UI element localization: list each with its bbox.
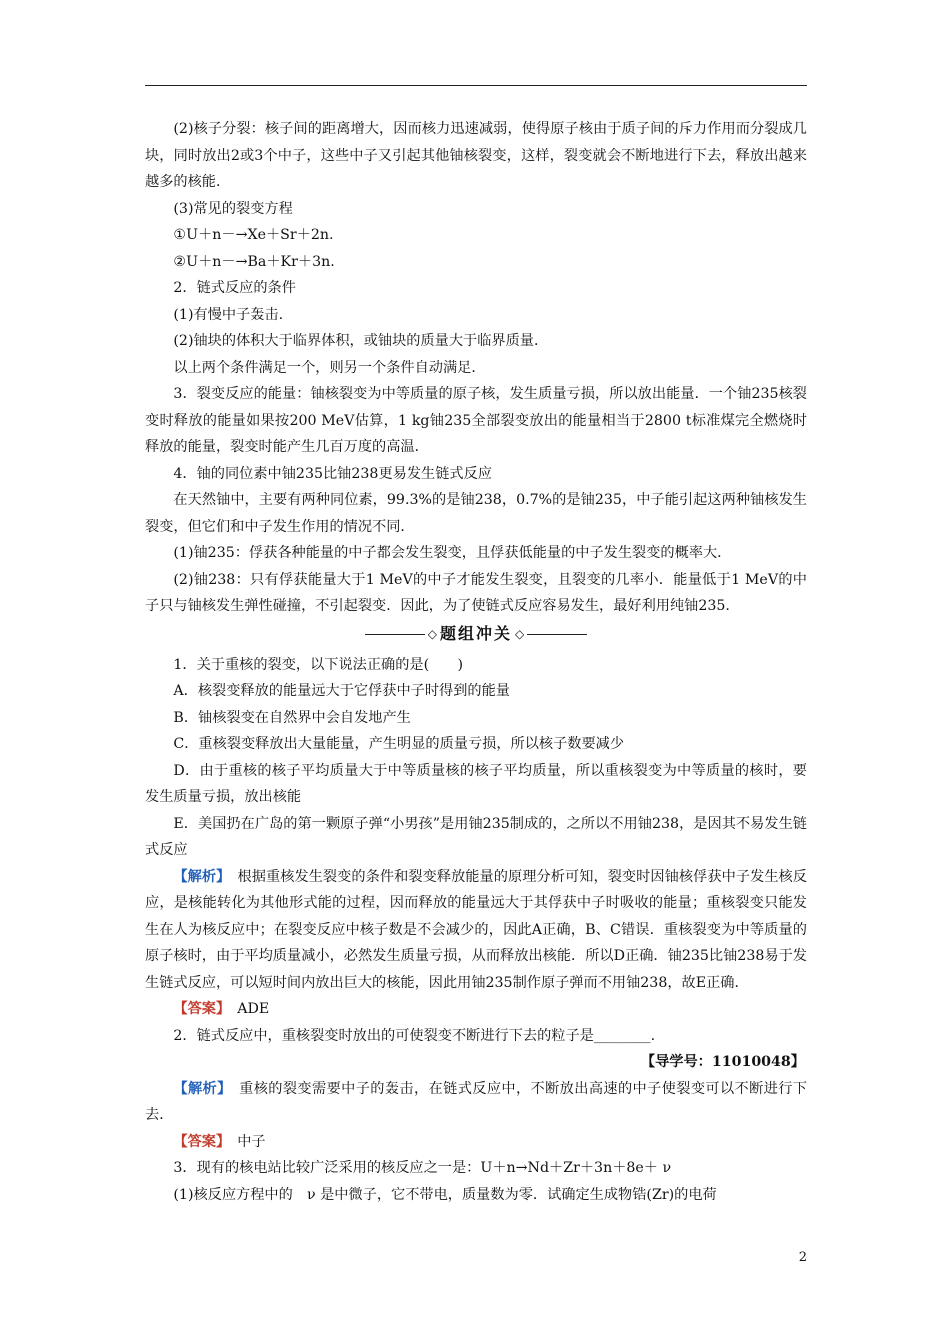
paragraph: 在天然铀中，主要有两种同位素，99.3%的是铀238，0.7%的是铀235，中子能引起这两种铀核发生裂变，但它们和中子发生作用的情况不同． (145, 492, 807, 535)
answer-paragraph (145, 996, 807, 1023)
question-part: (1)核反应方程中的 ν 是中微子，它不带电，质量数为零．试确定生成物锆(Zr)的电荷 (173, 1186, 717, 1203)
diamond-icon: ◇ (427, 627, 437, 642)
paragraph: ②U＋n－→Ba＋Kr＋3n. (173, 253, 335, 270)
answer-tag: 【答案】 (173, 1133, 224, 1150)
paragraph: (2)核子分裂：核子间的距离增大，因而核力迅速减弱，使得原子核由于质子间的斥力作用而分裂成几块，同时放出2或3个中子，这些中子又引起其他铀核裂变，这样，裂变就会不断地进行下去，释放出越来越多的核能． (145, 121, 807, 190)
diamond-icon: ◇ (515, 627, 525, 642)
paragraph: 以上两个条件满足一个，则另一个条件自动满足． (173, 359, 486, 376)
answer-text: 中子 (223, 1133, 266, 1150)
paragraph: (3)常见的裂变方程 (173, 200, 293, 217)
analysis-text: 重核的裂变需要中子的轰击，在链式反应中，不断放出高速的中子使裂变可以不断进行下去． (145, 1080, 807, 1123)
document-body (145, 116, 807, 1208)
paragraph: 3．裂变反应的能量：铀核裂变为中等质量的原子核，发生质量亏损，所以放出能量．一个铀235核裂变时释放的能量如果按200 MeV估算，1 kg铀235全部裂变放出的能量相当于2800 t标准煤完全燃烧时释放的能量，裂变时能产生几百万度的高温． (145, 386, 807, 455)
analysis-text: 根据重核发生裂变的条件和裂变释放能量的原理分析可知，裂变时因铀核俘获中子发生核反应，是核能转化为其他形式能的过程，因而释放的能量远大于其俘获中子时吸收的能量；重核裂变只能发生在人为核反应中；在裂变反应中核子数是不会减少的，因此A正确，B、C错误．重核裂变为中等质量的原子核时，由于平均质量减小，必然发生质量亏损，从而释放出核能．所以D正确．铀235比铀238易于发生链式反应，可以短时间内放出巨大的核能，因此用铀235制作原子弹而不用铀238，故E正确． (145, 868, 807, 991)
paragraph: ①U＋n－→Xe＋Sr＋2n. (173, 227, 334, 243)
analysis-tag: 【解析】 (173, 868, 224, 885)
section-divider (145, 620, 807, 650)
paragraph: 4．铀的同位素中铀235比铀238更易发生链式反应 (173, 465, 492, 482)
question-stem: 1．关于重核的裂变，以下说法正确的是( ) (173, 656, 464, 673)
question-option: A．核裂变释放的能量远大于它俘获中子时得到的能量 (173, 683, 510, 699)
answer-paragraph (145, 1129, 807, 1156)
divider-line-left (365, 634, 425, 635)
answer-tag: 【答案】 (173, 1001, 224, 1017)
question-option: C．重核裂变释放出大量能量，产生明显的质量亏损，所以核子数要减少 (173, 736, 625, 752)
analysis-tag: 【解析】 (173, 1080, 225, 1097)
divider-line-right (527, 634, 587, 635)
header-rule (145, 85, 807, 86)
paragraph: 2．链式反应的条件 (173, 280, 296, 296)
question-option: E．美国扔在广岛的第一颗原子弹“小男孩”是用铀235制成的，之所以不用铀238，是因其不易发生链式反应 (145, 815, 807, 858)
question-stem: 2．链式反应中，重核裂变时放出的可使裂变不断进行下去的粒子是________. (173, 1027, 656, 1044)
paragraph: (2)铀块的体积大于临界体积，或铀块的质量大于临界质量． (173, 333, 549, 349)
section-title: 题组冲关 (439, 624, 512, 644)
question-option: B．铀核裂变在自然界中会自发地产生 (173, 709, 411, 726)
answer-text: ADE (223, 1001, 270, 1017)
question-option: D．由于重核的核子平均质量大于中等质量核的核子平均质量，所以重核裂变为中等质量的核时，要发生质量亏损，放出核能 (145, 762, 807, 805)
guide-number: 【导学号：11010048】 (640, 1054, 805, 1070)
question-stem: 3．现有的核电站比较广泛采用的核反应之一是：U＋n→Nd＋Zr＋3n＋8e＋ ν (173, 1160, 672, 1176)
paragraph: (1)铀235：俘获各种能量的中子都会发生裂变，且俘获低能量的中子发生裂变的概率大． (173, 545, 732, 561)
analysis-paragraph (145, 864, 807, 997)
paragraph: (1)有慢中子轰击. (173, 306, 284, 323)
paragraph: (2)铀238：只有俘获能量大于1 MeV的中子才能发生裂变，且裂变的几率小．能量低于1 MeV的中子只与铀核发生弹性碰撞，不引起裂变．因此，为了使链式反应容易发生，最好利用纯铀235. (145, 571, 807, 614)
analysis-paragraph (145, 1076, 807, 1129)
page-number: 2 (798, 1250, 807, 1265)
